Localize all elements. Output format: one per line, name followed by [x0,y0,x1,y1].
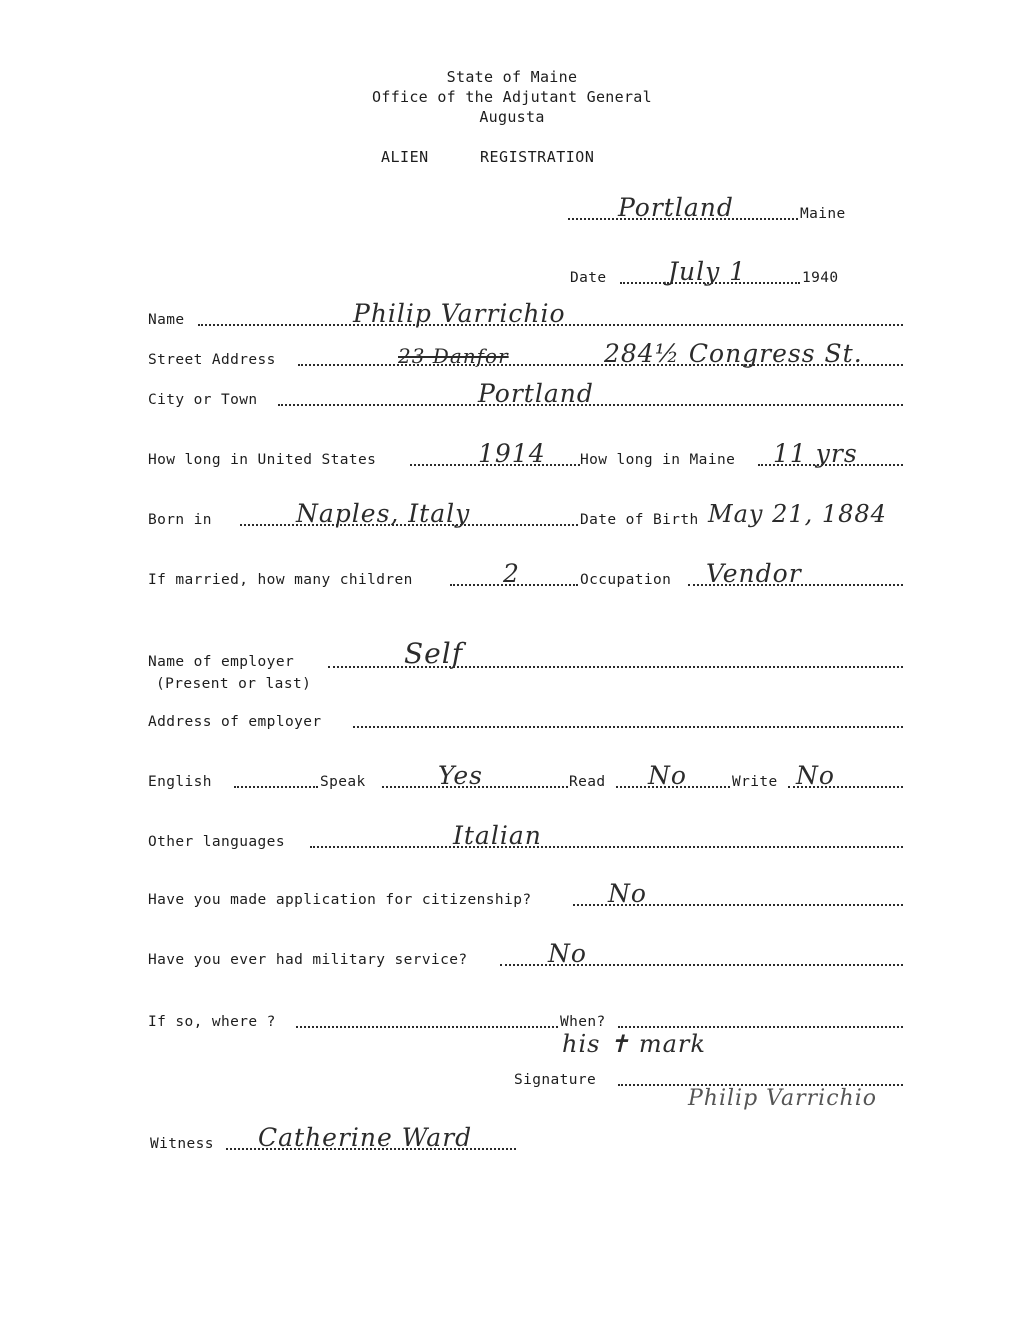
born-row [148,496,908,530]
street-value: 284½ Congress St. [604,339,863,368]
header-state: State of Maine [446,68,578,86]
street-label: Street Address [148,352,276,368]
english-row [148,758,908,792]
signature-label: Signature [514,1072,597,1088]
place-suffix: Maine [800,206,846,222]
speak-value: Yes [438,761,483,790]
english-label: English [148,774,212,790]
street-row [148,336,908,370]
citizenship-value: No [608,879,647,908]
employer-value: Self [404,637,464,670]
date-value: July 1 [668,257,747,286]
place-value: Portland [618,193,734,222]
witness-label: Witness [150,1136,214,1152]
where-label: If so, where ? [148,1014,276,1030]
signature-mark: his ✝ mark [562,1030,706,1058]
how-long-maine-value: 11 yrs [773,439,858,468]
how-long-row [148,436,908,470]
city-row [148,376,908,410]
header-city: Augusta [479,108,545,126]
employer-address-row [148,698,908,732]
signature-name: Philip Varrichio [688,1086,877,1111]
employer-note: (Present or last) [156,676,312,692]
write-label: Write [732,774,778,790]
name-row [148,296,908,330]
military-value: No [548,939,587,968]
street-crossed: 23 Danfor [398,344,509,368]
employer-label: Name of employer [148,654,295,670]
occupation-value: Vendor [706,559,802,588]
city-value: Portland [478,379,594,408]
children-label: If married, how many children [148,572,413,588]
born-in-label: Born in [148,512,212,528]
other-languages-label: Other languages [148,834,285,850]
dob-value: May 21, 1884 [708,500,887,528]
read-label: Read [569,774,606,790]
how-long-us-value: 1914 [478,439,546,468]
title-alien: ALIEN [381,148,429,166]
employer-address-label: Address of employer [148,714,322,730]
header-office: Office of the Adjutant General [372,88,652,106]
how-long-us-label: How long in United States [148,452,377,468]
witness-value: Catherine Ward [258,1123,473,1152]
when-label: When? [560,1014,606,1030]
citizenship-row [148,876,908,910]
occupation-label: Occupation [580,572,672,588]
read-value: No [648,761,687,790]
date-label: Date [570,270,607,286]
dob-label: Date of Birth [580,512,699,528]
military-row [148,936,908,970]
witness-row [148,1120,908,1154]
write-value: No [796,761,835,790]
military-label: Have you ever had military service? [148,952,468,968]
other-languages-row [148,818,908,852]
born-in-value: Naples, Italy [296,499,471,528]
employer-row [148,638,908,672]
name-value: Philip Varrichio [353,299,566,328]
place-row [148,190,908,224]
name-label: Name [148,312,185,328]
signature-row [148,1056,908,1090]
how-long-maine-label: How long in Maine [580,452,736,468]
children-row [148,556,908,590]
other-languages-value: Italian [453,821,542,850]
children-value: 2 [503,559,520,588]
title-registration: REGISTRATION [480,148,595,166]
date-row [148,254,908,288]
date-year: 1940 [802,270,839,286]
citizenship-label: Have you made application for citizenship? [148,892,532,908]
city-label: City or Town [148,392,258,408]
speak-label: Speak [320,774,366,790]
where-row [148,998,908,1032]
